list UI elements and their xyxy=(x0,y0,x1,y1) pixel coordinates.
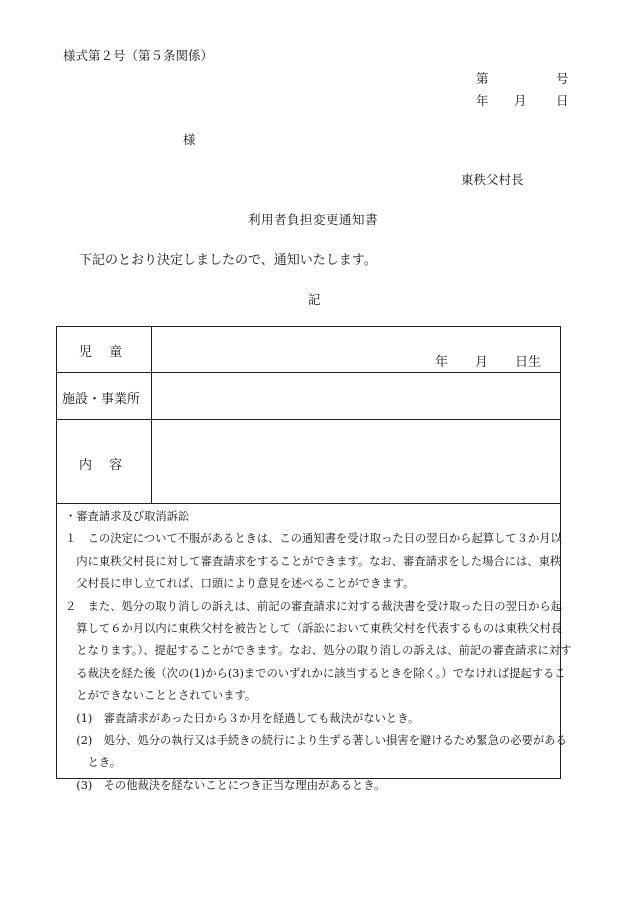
birth-month-label: 月 xyxy=(475,355,489,370)
document-title: 利用者負担変更通知書 xyxy=(248,212,379,227)
sender: 東秩父村長 xyxy=(461,172,524,187)
note-line: (1) 審査請求があった日から３か月を経過しても裁決がないとき。 xyxy=(65,711,420,725)
note-line: 父村長に申し立てれば、口頭により意見を述べることができます。 xyxy=(65,577,415,591)
note-line: 算して６か月以内に東秩父村を被告として（訴訟において東秩父村を代表するものは東秩父村長 xyxy=(65,621,563,635)
date-day: 日 xyxy=(556,93,569,108)
note-line: (2) 処分、処分の執行又は手続きの続行により生ずる著しい損害を避けるため緊急の必要がある xyxy=(65,733,567,747)
notice-table xyxy=(56,326,572,792)
form-number: 様式第２号（第５条関係） xyxy=(63,48,214,63)
date-month: 月 xyxy=(514,93,527,108)
note-line: とき。 xyxy=(65,756,122,770)
row-divider xyxy=(57,503,560,504)
note-line: 内に東秩父村長に対して審査請求をすることができます。なお、審査請求をした場合には、東秩 xyxy=(65,554,562,568)
doc-number-prefix: 第 xyxy=(476,71,489,86)
note-line: ２ また、処分の取り消しの訴えは、前記の審査請求に対する裁決書を受け取った日の翌日から起 xyxy=(65,599,563,613)
row-divider xyxy=(57,419,560,420)
note-line: ・審査請求及び取消訴訟 xyxy=(65,510,190,523)
date-year: 年 xyxy=(476,93,489,108)
note-line: る裁決を経た後（次の(1)から(3)までのいずれかに該当するときを除く。）でなければ提起するこ xyxy=(65,666,566,680)
ki-heading: 記 xyxy=(308,292,321,307)
birth-day-label: 日生 xyxy=(515,355,542,370)
content-label: 内 容 xyxy=(79,458,123,473)
note-line: となります。）、提起することができます。なお、処分の取り消しの訴えは、前記の審査請求に対す xyxy=(65,644,572,658)
row-divider xyxy=(57,372,560,373)
facility-label: 施設・事業所 xyxy=(62,392,141,407)
addressee-suffix: 様 xyxy=(183,132,196,147)
note-line: １ この決定について不服があるときは、この通知書を受け取った日の翌日から起算して３か月以 xyxy=(65,532,562,546)
doc-number-suffix: 号 xyxy=(556,71,569,86)
intro-text: 下記のとおり決定しましたので、通知いたします。 xyxy=(79,253,377,268)
note-line: (3) その他裁決を経ないことにつき正当な理由があるとき。 xyxy=(65,778,386,792)
birth-year-label: 年 xyxy=(435,355,449,370)
column-divider xyxy=(151,327,152,503)
appeal-notes xyxy=(65,506,572,797)
child-label: 児 童 xyxy=(79,345,123,360)
note-line: とができないこととされています。 xyxy=(65,689,257,703)
